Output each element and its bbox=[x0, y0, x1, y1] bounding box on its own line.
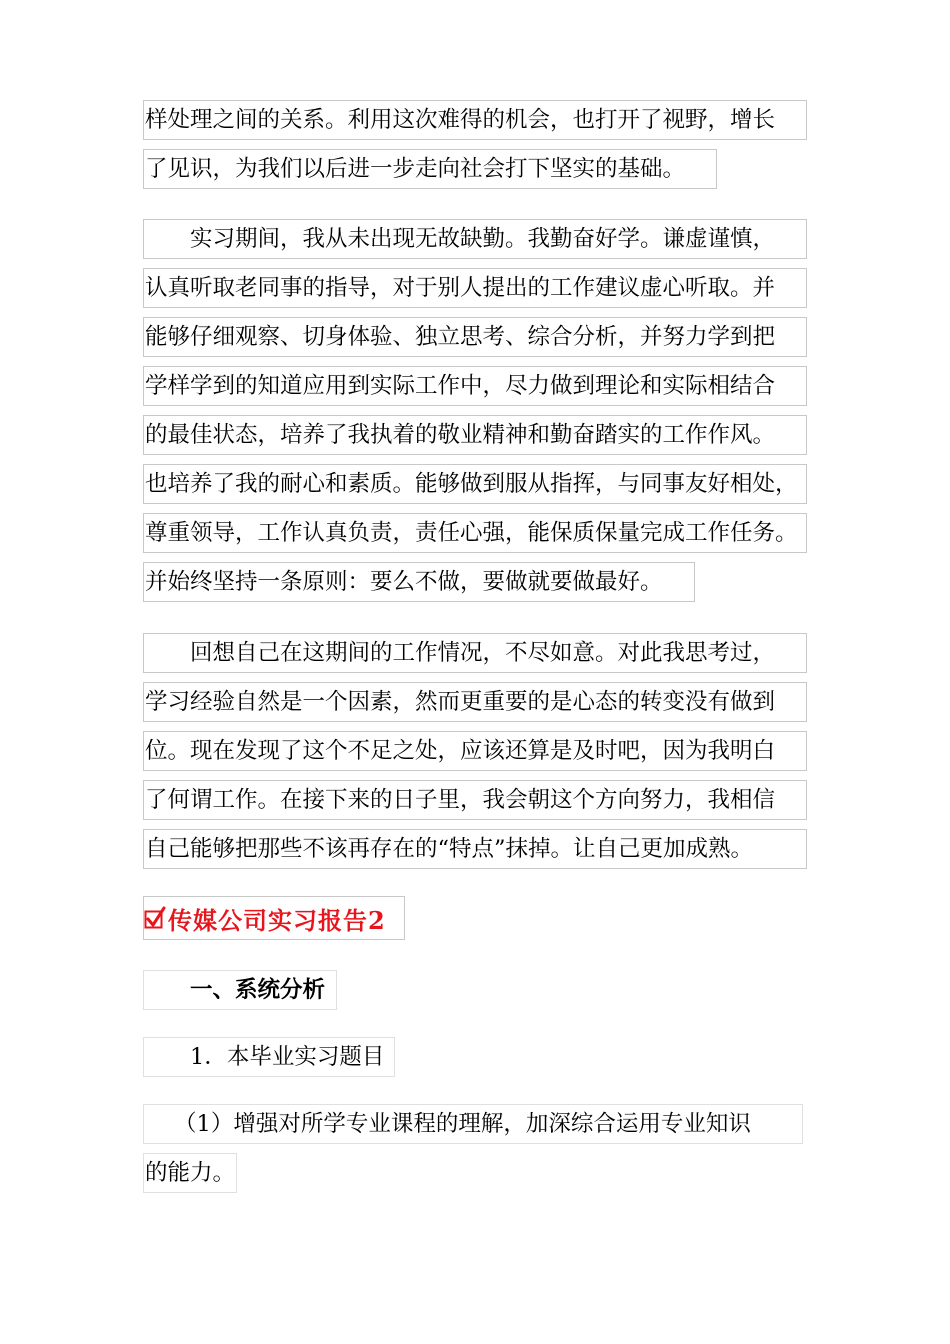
section-title: 传媒公司实习报告2 bbox=[168, 905, 386, 935]
paragraph-line: 并始终坚持一条原则：要么不做，要做就要做最好。 bbox=[143, 562, 695, 602]
paragraph-line: 认真听取老同事的指导，对于别人提出的工作建议虚心听取。并 bbox=[143, 268, 807, 308]
subsection-item: 1．本毕业实习题目 bbox=[143, 1037, 395, 1077]
paragraph-line: 能够仔细观察、切身体验、独立思考、综合分析，并努力学到把 bbox=[143, 317, 807, 357]
paragraph-line: 自己能够把那些不该再存在的“特点”抹掉。让自己更加成熟。 bbox=[143, 829, 807, 869]
paragraph-line: 回想自己在这期间的工作情况，不尽如意。对此我思考过， bbox=[143, 633, 807, 673]
paragraph-line: 学样学到的知道应用到实际工作中，尽力做到理论和实际相结合 bbox=[143, 366, 807, 406]
paragraph-line: 的最佳状态，培养了我执着的敬业精神和勤奋踏实的工作作风。 bbox=[143, 415, 807, 455]
paragraph-line: 位。现在发现了这个不足之处，应该还算是及时吧，因为我明白 bbox=[143, 731, 807, 771]
paragraph-line: 尊重领导，工作认真负责，责任心强，能保质保量完成工作任务。 bbox=[143, 513, 807, 553]
subsection-title: 一、系统分析 bbox=[143, 970, 337, 1010]
paragraph-line: 也培养了我的耐心和素质。能够做到服从指挥，与同事友好相处， bbox=[143, 464, 807, 504]
paragraph-line: 了何谓工作。在接下来的日子里，我会朝这个方向努力，我相信 bbox=[143, 780, 807, 820]
paragraph-line: 的能力。 bbox=[143, 1153, 237, 1193]
paragraph-line: 了见识，为我们以后进一步走向社会打下坚实的基础。 bbox=[143, 149, 717, 189]
paragraph-line: （1）增强对所学专业课程的理解，加深综合运用专业知识 bbox=[143, 1104, 803, 1144]
paragraph-line: 实习期间，我从未出现无故缺勤。我勤奋好学。谦虚谨慎， bbox=[143, 219, 807, 259]
paragraph-line: 样处理之间的关系。利用这次难得的机会，也打开了视野，增长 bbox=[143, 100, 807, 140]
section-heading bbox=[143, 896, 405, 940]
paragraph-line: 学习经验自然是一个因素，然而更重要的是心态的转变没有做到 bbox=[143, 682, 807, 722]
checkbox-checked-icon bbox=[144, 906, 166, 930]
